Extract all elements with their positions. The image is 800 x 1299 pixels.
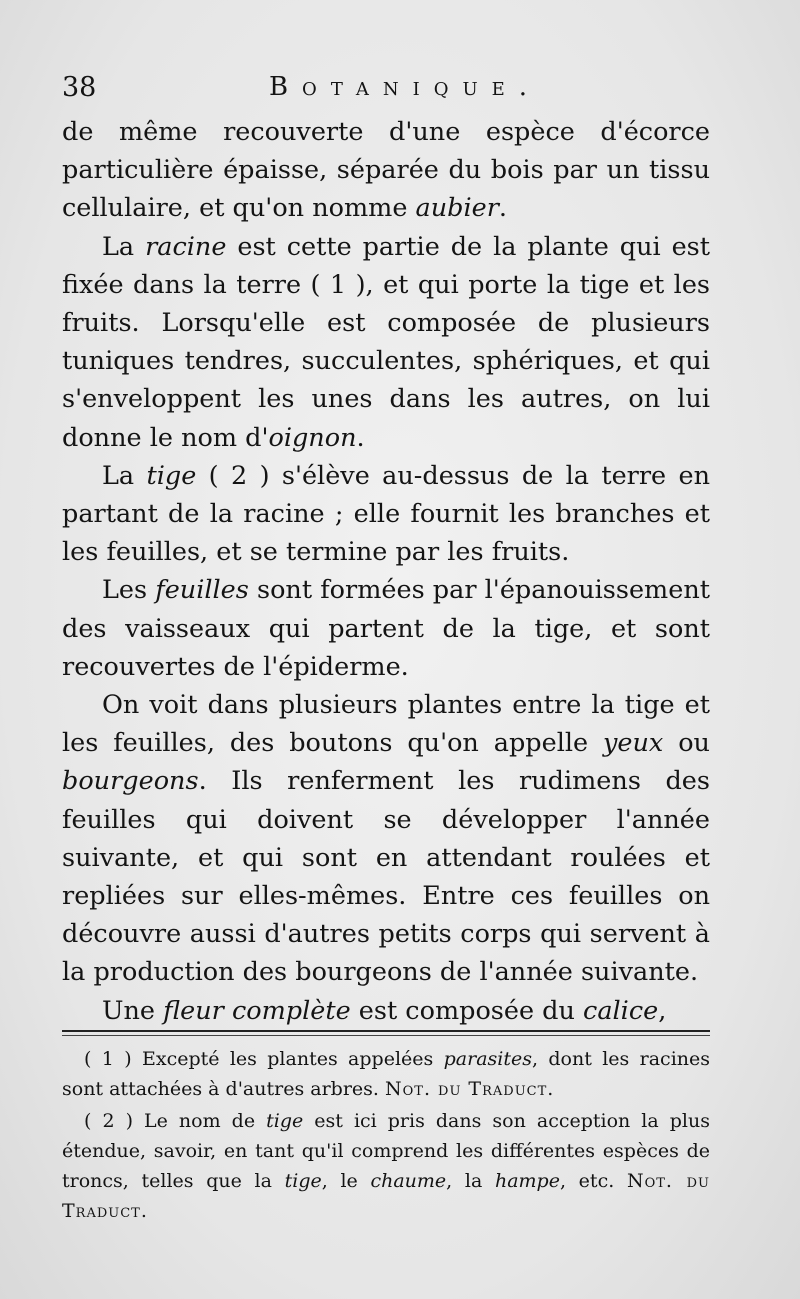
italic-term: parasites [443,1048,532,1070]
italic-term: feuilles [155,575,249,606]
page-number: 38 [62,72,97,103]
paragraph [62,686,710,992]
translator-note-signature: Not. du Traduct. [62,1170,710,1222]
footnote [62,1044,710,1104]
text-run: ( 2 ) Le nom de [84,1110,267,1132]
text-run: . [498,193,508,224]
italic-term: bourgeons [62,766,199,797]
text-run: ( 2 ) s'élève au-dessus de la terre en partant de la racine ; elle fournit les branches et les feuilles, et se termine par les fruits. [62,460,710,568]
text-run: , dont les racines sont attachées à d'autres arbres. [62,1048,711,1100]
italic-term: tige [146,460,197,491]
paragraph [62,113,710,228]
body-text [62,113,710,1030]
text-run: La [102,231,146,262]
text-run: Une [102,995,164,1026]
paragraph [62,992,710,1030]
text-run: est ici pris dans son acception la plus étendue, savoir, en tant qu'il comprend les différentes espèces de troncs, telles que la [62,1110,710,1192]
text-run: , [658,995,667,1026]
text-run: Les [102,575,156,606]
text-run: est composée du [350,995,584,1026]
page-header [62,72,708,112]
text-run: La [102,460,147,491]
footnotes [62,1044,710,1228]
text-run: sont formées par l'épanouissement des vaisseaux qui partent de la tige, et sont recouvertes de l'épiderme. [62,575,710,682]
italic-term: hampe [494,1170,560,1192]
italic-term: fleur complète [163,995,351,1026]
text-run: , le [321,1170,371,1192]
text-run: de même recouverte d'une espèce d'écorce particulière épaisse, séparée du bois par un tissu cellulaire, et qu'on nomme [62,117,710,224]
footnote [62,1106,710,1226]
italic-term: tige [284,1170,322,1192]
text-run: On voit dans plusieurs plantes entre la tige et les feuilles, des boutons qu'on appelle [62,690,710,759]
italic-term: calice [583,995,659,1026]
text-run: ou [663,728,710,759]
italic-term: yeux [603,728,664,759]
text-run: ( 1 ) Excepté les plantes appelées [84,1048,444,1070]
footnote-rule [62,1030,710,1036]
italic-term: oignon [268,422,357,453]
translator-note-signature: Not. du Traduct. [384,1078,555,1100]
paragraph [62,228,710,457]
paragraph [62,571,710,686]
italic-term: tige [266,1110,304,1132]
text-run: , la [446,1170,495,1192]
text-run: . [356,422,365,453]
paragraph [62,457,710,572]
italic-term: aubier [415,193,499,224]
text-run: . Ils renferment les rudimens des feuilles qui doivent se développer l'année suivante, et qui sont en attendant roulées et repliées sur elles-mêmes. Entre ces feuilles on découvre aussi d'autres petits corps qui servent à la production des bourgeons de l'année suivante. [62,766,710,988]
text-run: est cette partie de la plante qui est fixée dans la terre ( 1 ), et qui porte la tige et les fruits. Lorsqu'elle est composée de plusieurs tuniques tendres, succulentes, sphériques, et qui s'enveloppent les unes dans les autres, on lui donne le nom d' [62,231,710,453]
italic-term: chaume [370,1170,447,1192]
text-run: , etc. [559,1170,627,1192]
italic-term: racine [145,231,227,262]
running-title: Botanique. [268,72,542,102]
